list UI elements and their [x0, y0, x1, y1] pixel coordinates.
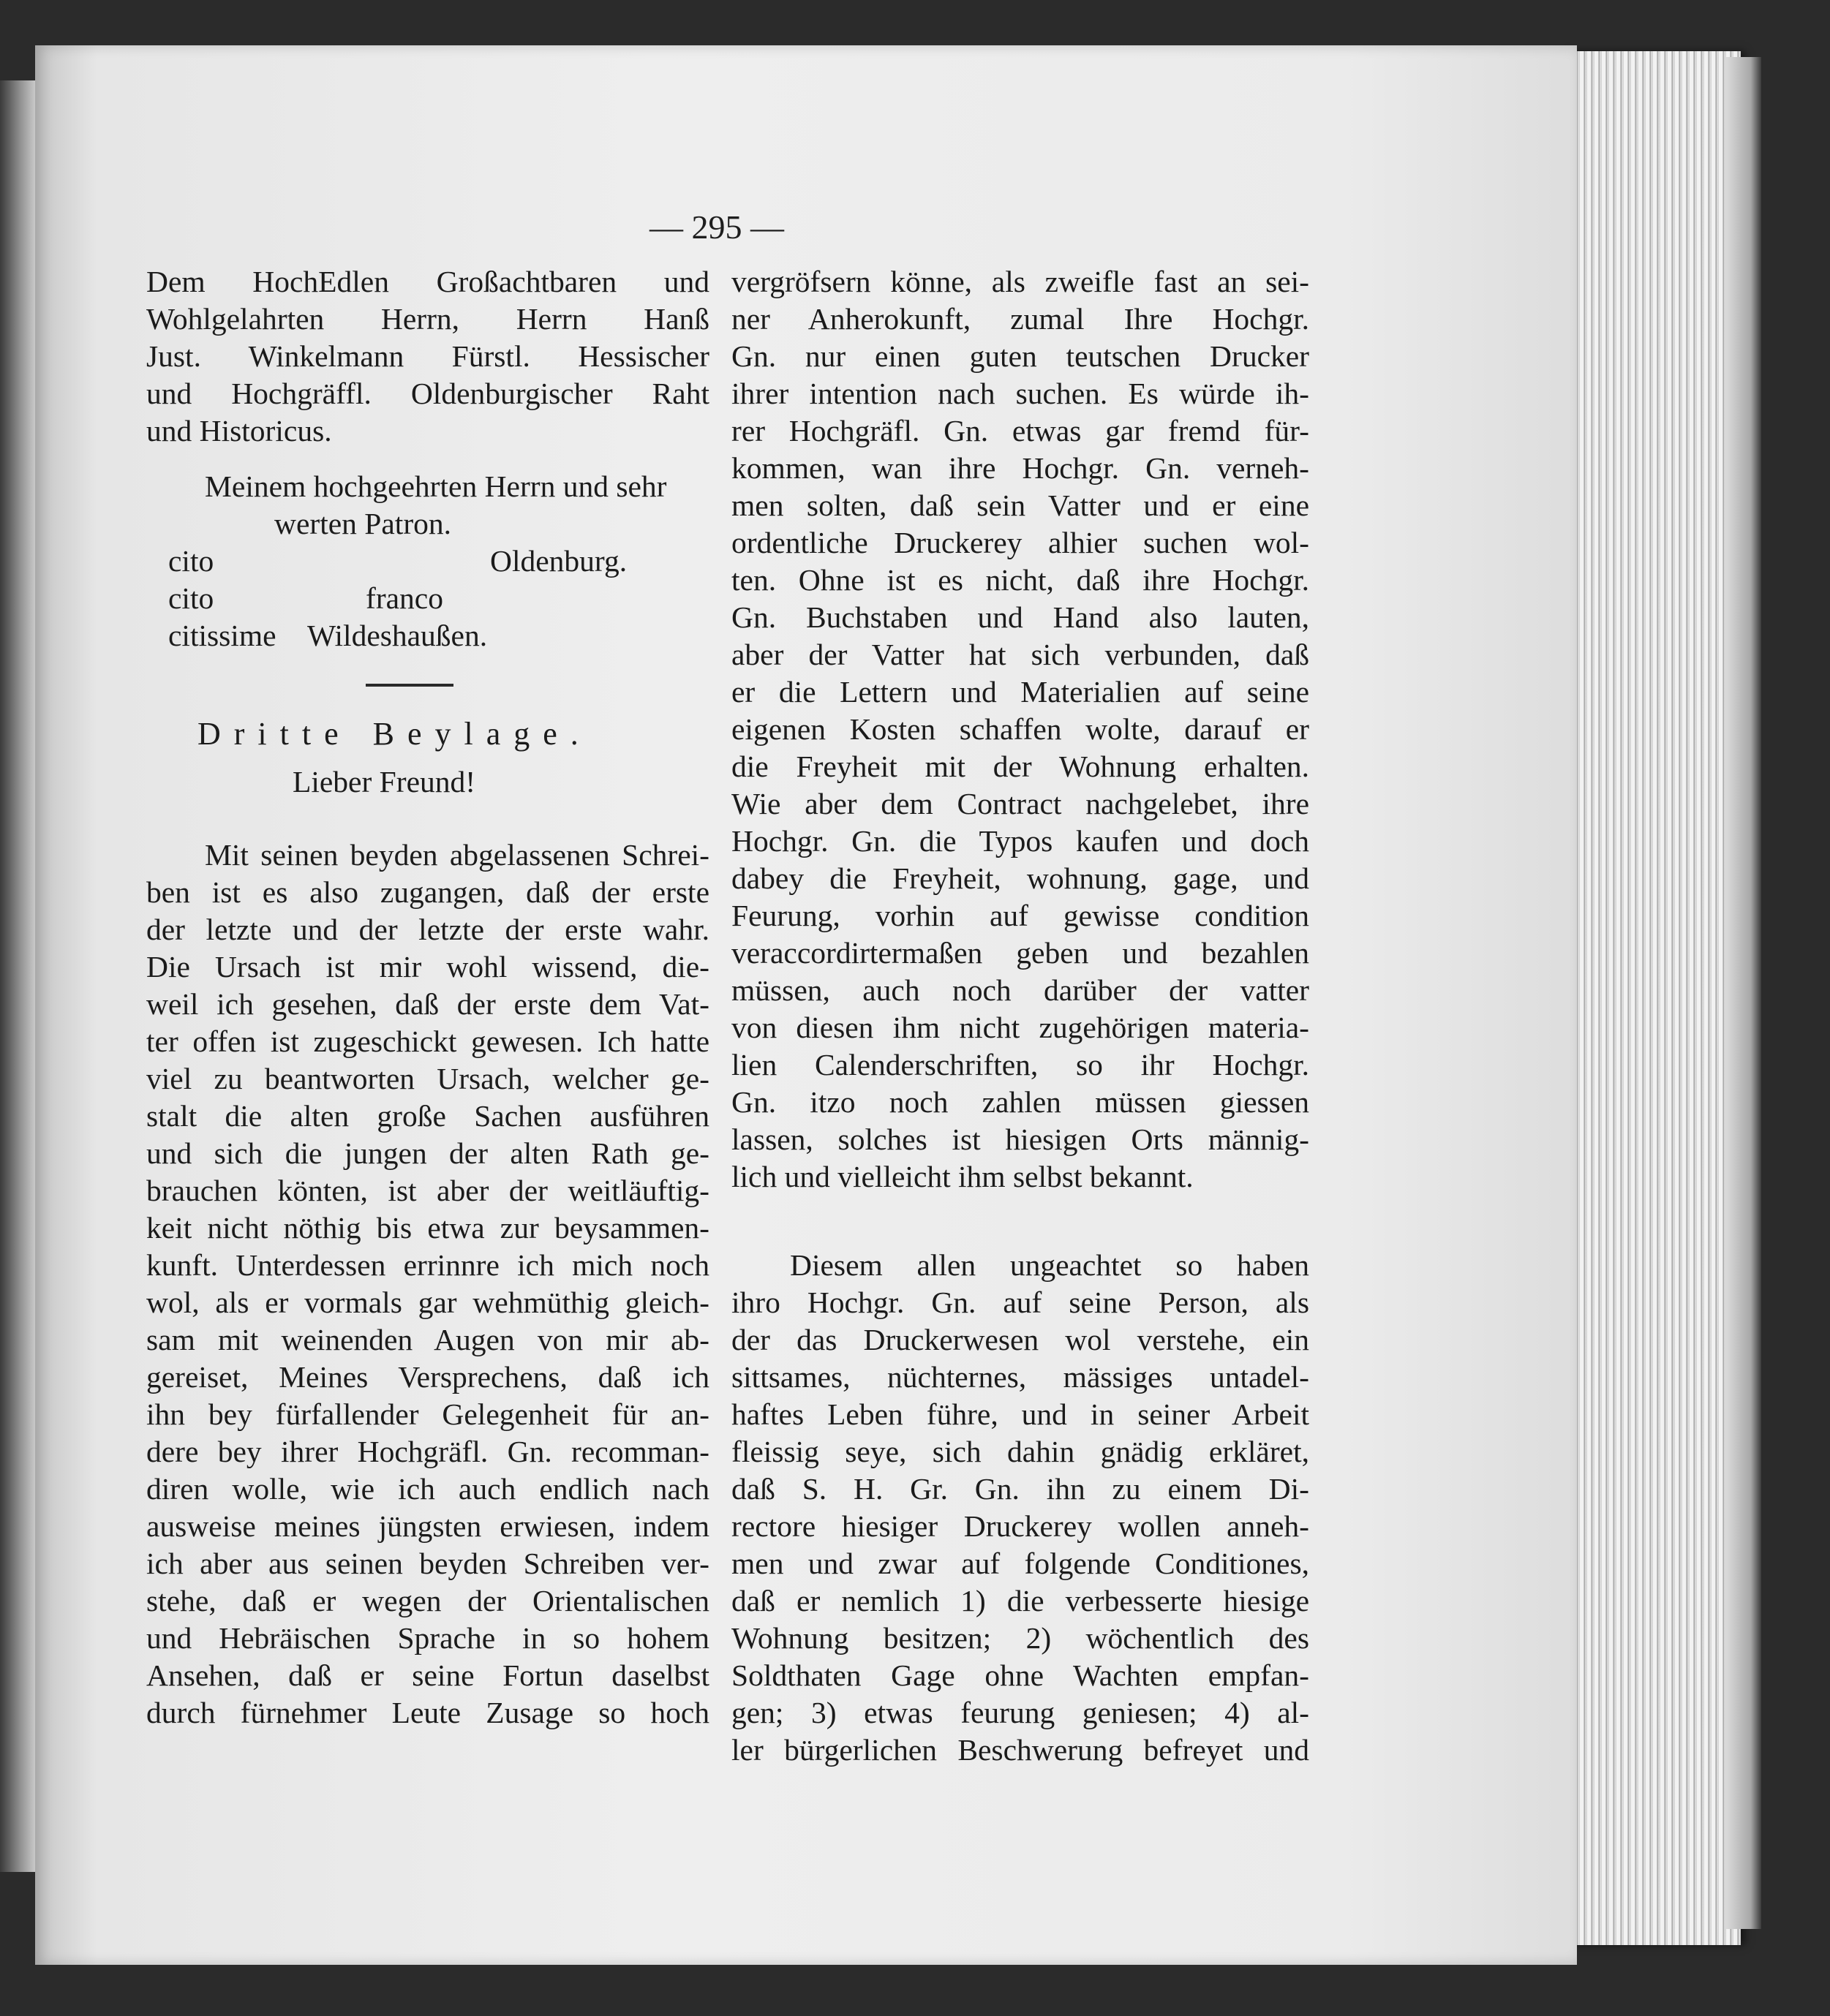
body-line: daß S. H. Gr. Gn. ihn zu einem Di- — [731, 1472, 1309, 1506]
route-place: Oldenburg. — [490, 544, 628, 578]
body-line: Soldthaten Gage ohne Wachten empfan- — [731, 1658, 1309, 1692]
body-line: lien Calenderschriften, so ihr Hochgr. — [731, 1048, 1309, 1081]
body-line: Feurung, vorhin auf gewisse condition — [731, 899, 1309, 932]
route-row — [146, 617, 709, 654]
body-line: Gn. nur einen guten teutschen Drucker — [731, 339, 1309, 373]
body-line: eigenen Kosten schaffen wolte, darauf er — [731, 712, 1309, 746]
body-line: der letzte und der letzte der erste wahr. — [146, 913, 709, 946]
body-line: die Freyheit mit der Wohnung erhalten. — [731, 750, 1309, 783]
body-line: ihn bey fürfallender Gelegenheit für an- — [146, 1397, 709, 1431]
body-line: und Hebräischen Sprache in so hohem — [146, 1621, 709, 1655]
body-line: Diesem allen ungeachtet so haben — [790, 1248, 1309, 1282]
body-line: durch fürnehmer Leute Zusage so hoch — [146, 1696, 709, 1729]
book-cover-edge — [1726, 57, 1761, 1929]
body-line: Mit seinen beyden abgelassenen Schrei- — [205, 838, 709, 872]
route-urgency: cito — [168, 581, 214, 615]
body-line: ausweise meines jüngsten erwiesen, indem — [146, 1509, 709, 1543]
section-heading: Dritte Beylage. — [197, 716, 592, 752]
route-urgency: cito — [168, 544, 214, 578]
body-line: fleissig seye, sich dahin gnädig erkläret, — [731, 1435, 1309, 1468]
body-line: ordentliche Druckerey alhier suchen wol- — [731, 526, 1309, 559]
page-number: — 295 — — [649, 208, 784, 246]
body-line: rer Hochgräfl. Gn. etwas gar fremd für- — [731, 414, 1309, 448]
address-line: Dem HochEdlen Großachtbaren und — [146, 265, 709, 298]
body-line: Hochgr. Gn. die Typos kaufen und doch — [731, 824, 1309, 858]
body-line: Gn. itzo noch zahlen müssen giessen — [731, 1085, 1309, 1119]
body-line: vergröfsern könne, als zweifle fast an sei- — [731, 265, 1309, 298]
address-line: und Hochgräffl. Oldenburgischer Raht — [146, 377, 709, 410]
body-line: kunft. Unterdessen errinnre ich mich noch — [146, 1248, 709, 1282]
body-line: brauchen könten, ist aber der weitläuftig- — [146, 1174, 709, 1207]
body-line: stehe, daß er wegen der Orientalischen — [146, 1584, 709, 1617]
body-line: wol, als er vormals gar wehmüthig gleich- — [146, 1286, 709, 1319]
body-line: stalt die alten große Sachen ausführen — [146, 1099, 709, 1133]
body-line: und sich die jungen der alten Rath ge- — [146, 1136, 709, 1170]
body-line: ner Anherokunft, zumal Ihre Hochgr. — [731, 302, 1309, 336]
body-line: Gn. Buchstaben und Hand also lauten, — [731, 600, 1309, 634]
dedication-line: werten Patron. — [274, 507, 452, 540]
body-line: ler bürgerlichen Beschwerung befreyet und — [731, 1733, 1309, 1767]
route-place: Wildeshaußen. — [307, 619, 488, 652]
body-line: gereiset, Meines Versprechens, daß ich — [146, 1360, 709, 1394]
body-line: gen; 3) etwas feurung geniesen; 4) al- — [731, 1696, 1309, 1729]
body-line: ben ist es also zugangen, daß der erste — [146, 875, 709, 909]
body-line: veraccordirtermaßen geben und bezahlen — [731, 936, 1309, 970]
address-line: Just. Winkelmann Fürstl. Hessischer — [146, 339, 709, 373]
letter-greeting: Lieber Freund! — [293, 765, 476, 799]
body-line: ter offen ist zugeschickt gewesen. Ich hatte — [146, 1024, 709, 1058]
body-line: diren wolle, wie ich auch endlich nach — [146, 1472, 709, 1506]
body-line: haftes Leben führe, und in seiner Arbeit — [731, 1397, 1309, 1431]
body-line: Die Ursach ist mir wohl wissend, die- — [146, 950, 709, 984]
body-line: Wohnung besitzen; 2) wöchentlich des — [731, 1621, 1309, 1655]
body-line: viel zu beantworten Ursach, welcher ge- — [146, 1062, 709, 1095]
body-line: kommen, wan ihre Hochgr. Gn. verneh- — [731, 451, 1309, 485]
page-stack-edges — [1565, 51, 1741, 1945]
route-urgency: citissime — [168, 619, 276, 652]
facing-page-edge — [0, 80, 35, 1872]
dedication-line: Meinem hochgeehrten Herrn und sehr — [205, 469, 667, 503]
body-line: Ansehen, daß er seine Fortun daselbst — [146, 1658, 709, 1692]
body-line: müssen, auch noch darüber der vatter — [731, 973, 1309, 1007]
body-line: aber der Vatter hat sich verbunden, daß — [731, 638, 1309, 671]
body-line: lassen, solches ist hiesigen Orts männig- — [731, 1122, 1309, 1156]
body-line: men und zwar auf folgende Conditiones, — [731, 1547, 1309, 1580]
body-line: dere bey ihrer Hochgräfl. Gn. recomman- — [146, 1435, 709, 1468]
route-row — [146, 580, 709, 617]
body-line: ihro Hochgr. Gn. auf seine Person, als — [731, 1286, 1309, 1319]
spacer — [146, 818, 709, 837]
route-row — [146, 543, 709, 580]
section-divider — [366, 684, 453, 687]
body-line: daß er nemlich 1) die verbesserte hiesige — [731, 1584, 1309, 1617]
body-line: er die Lettern und Materialien auf seine — [731, 675, 1309, 709]
body-line: der das Druckerwesen wol verstehe, ein — [731, 1323, 1309, 1356]
body-line: keit nicht nöthig bis etwa zur beysammen- — [146, 1211, 709, 1245]
spacer — [731, 1196, 1309, 1247]
body-line: ihrer intention nach suchen. Es würde ih- — [731, 377, 1309, 410]
route-place: franco — [366, 581, 443, 615]
body-line: sittsames, nüchternes, mässiges untadel- — [731, 1360, 1309, 1394]
body-line: Wie aber dem Contract nachgelebet, ihre — [731, 787, 1309, 820]
left-text-column — [146, 263, 709, 1732]
body-line: dabey die Freyheit, wohnung, gage, und — [731, 861, 1309, 895]
body-line: ich aber aus seinen beyden Schreiben ver- — [146, 1547, 709, 1580]
body-line: men solten, daß sein Vatter und er eine — [731, 488, 1309, 522]
body-line: weil ich gesehen, daß der erste dem Vat- — [146, 987, 709, 1021]
body-line: sam mit weinenden Augen von mir ab- — [146, 1323, 709, 1356]
body-line: lich und vielleicht ihm selbst bekannt. — [731, 1160, 1194, 1193]
body-line: rectore hiesiger Druckerey wollen anneh- — [731, 1509, 1309, 1543]
address-line: und Historicus. — [146, 414, 332, 448]
body-line: von diesen ihm nicht zugehörigen materia- — [731, 1011, 1309, 1044]
spacer — [146, 450, 709, 468]
address-line: Wohlgelahrten Herrn, Herrn Hanß — [146, 302, 709, 336]
right-text-column — [731, 263, 1309, 1769]
body-line: ten. Ohne ist es nicht, daß ihre Hochgr. — [731, 563, 1309, 597]
